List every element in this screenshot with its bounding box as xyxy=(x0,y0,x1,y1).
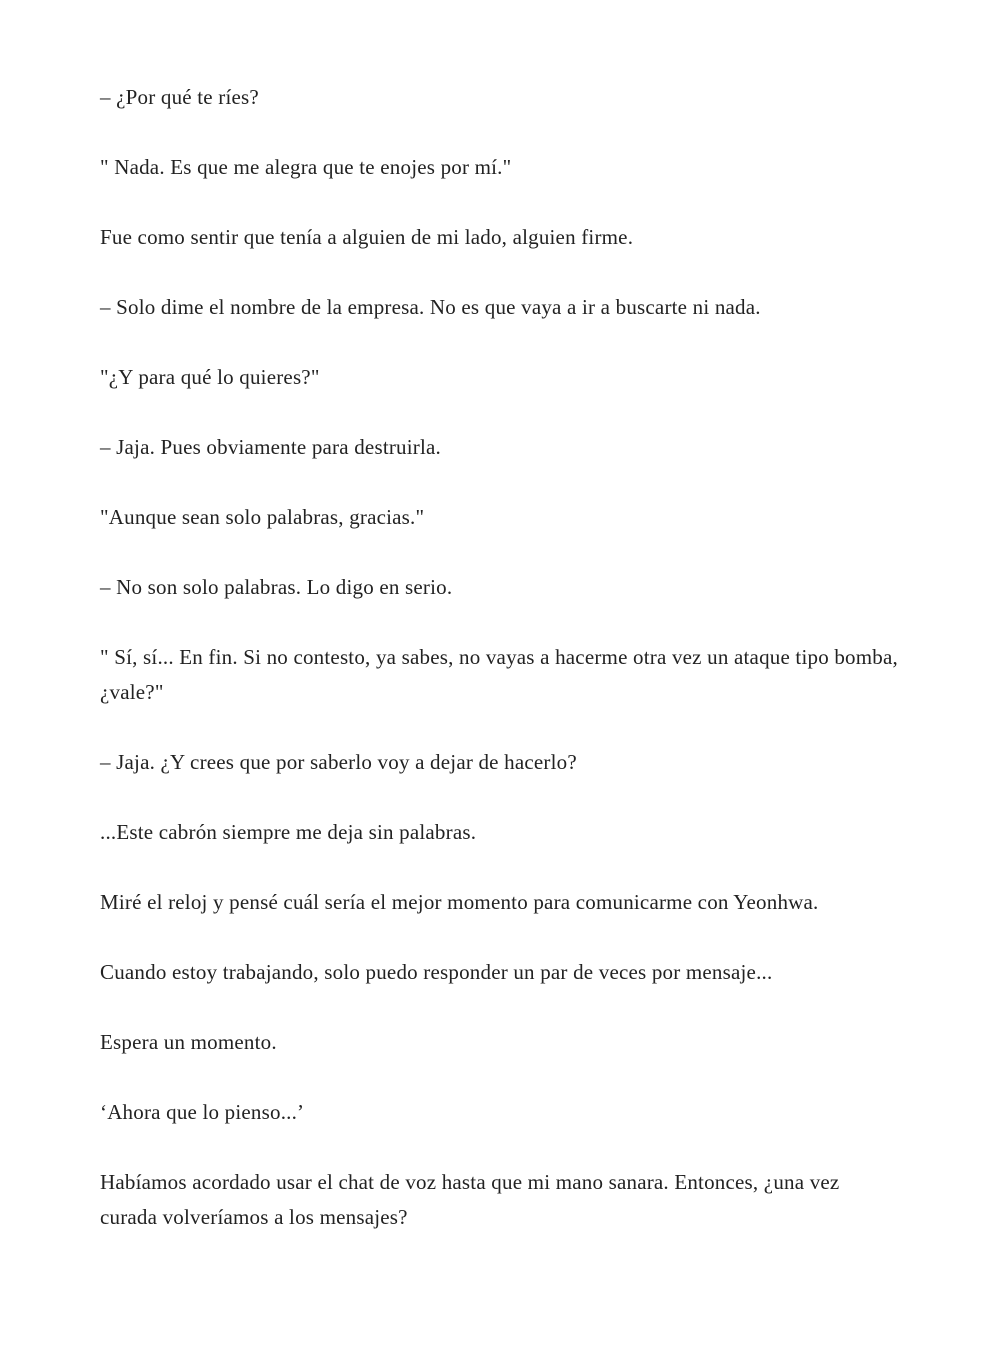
paragraph: ‘Ahora que lo pienso...’ xyxy=(100,1100,305,1124)
paragraph: Miré el reloj y pensé cuál sería el mejor momento para comunicarme con Yeonhwa. xyxy=(100,890,819,914)
paragraph: " Nada. Es que me alegra que te enojes por mí." xyxy=(100,155,512,179)
paragraph: Espera un momento. xyxy=(100,1030,277,1054)
paragraph: – Jaja. ¿Y crees que por saberlo voy a dejar de hacerlo? xyxy=(100,750,577,774)
paragraph: Fue como sentir que tenía a alguien de mi lado, alguien firme. xyxy=(100,225,634,249)
paragraph: – Solo dime el nombre de la empresa. No es que vaya a ir a buscarte ni nada. xyxy=(100,295,761,319)
paragraph: – ¿Por qué te ríes? xyxy=(100,85,259,109)
document-body xyxy=(100,80,900,1270)
paragraph: – No son solo palabras. Lo digo en serio. xyxy=(100,575,453,599)
paragraph: "Aunque sean solo palabras, gracias." xyxy=(100,505,425,529)
paragraph: – Jaja. Pues obviamente para destruirla. xyxy=(100,435,441,459)
paragraph: Cuando estoy trabajando, solo puedo responder un par de veces por mensaje... xyxy=(100,960,773,984)
paragraph: "¿Y para qué lo quieres?" xyxy=(100,365,320,389)
paragraph: " Sí, sí... En fin. Si no contesto, ya sabes, no vayas a hacerme otra vez un ataque tipo bomba, ¿vale?" xyxy=(100,645,898,704)
paragraph: Habíamos acordado usar el chat de voz hasta que mi mano sanara. Entonces, ¿una vez curada volveríamos a los mensajes? xyxy=(100,1170,840,1229)
paragraph: ...Este cabrón siempre me deja sin palabras. xyxy=(100,820,477,844)
